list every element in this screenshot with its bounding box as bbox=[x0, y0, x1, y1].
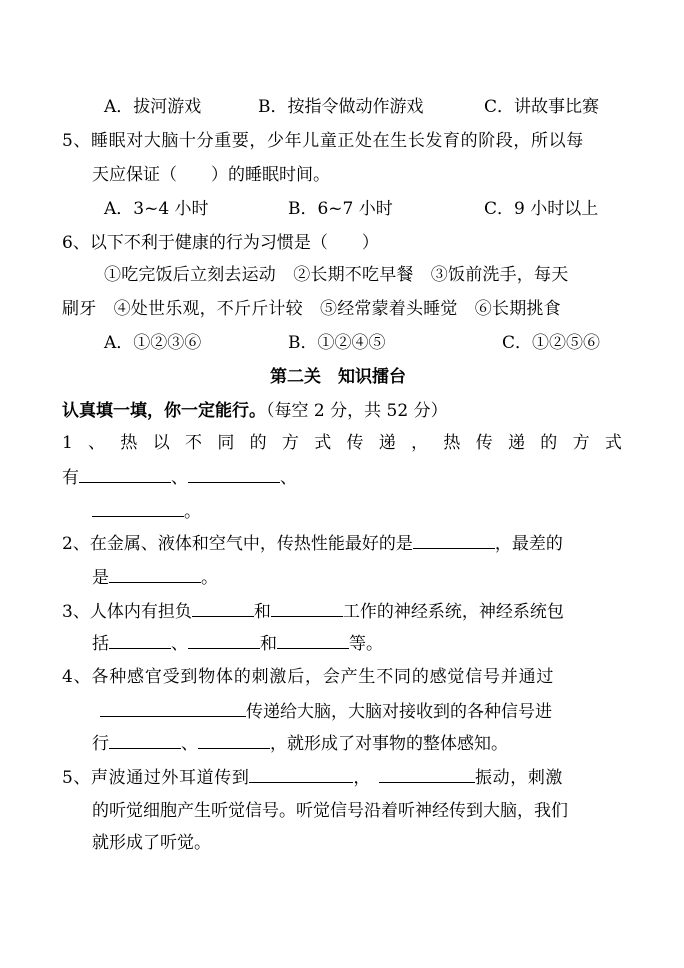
fill-q3-text: 和 bbox=[260, 634, 277, 654]
fill-q3-blank-1[interactable] bbox=[192, 600, 254, 617]
q5-option-c: C．9 小时以上 bbox=[484, 199, 599, 219]
q6-items-line2: 刷牙 ④处世乐观，不斤斤计较 ⑤经常蒙着头睡觉 ⑥长期挑食 bbox=[62, 299, 561, 319]
fill-q3-blank-3[interactable] bbox=[109, 632, 171, 649]
section-instruction bbox=[62, 400, 448, 422]
section-title: 第二关 知识擂台 bbox=[270, 367, 406, 387]
fill-q1-char: 热 bbox=[443, 433, 461, 453]
instruction-bold: 认真填一填，你一定能行。 bbox=[62, 401, 266, 421]
fill-q1-char: 传 bbox=[475, 433, 493, 453]
fill-q2-text: 2、在金属、液体和空气中，传热性能最好的是 bbox=[62, 534, 413, 554]
fill-q5-line1 bbox=[62, 766, 563, 789]
fill-q4-line2 bbox=[100, 700, 552, 723]
fill-q5-line2: 的听觉细胞产生听觉信号。听觉信号沿着听神经传到大脑，我们 bbox=[92, 801, 568, 821]
fill-q1-char: 递 bbox=[378, 433, 396, 453]
fill-q3-blank-4[interactable] bbox=[188, 632, 260, 649]
q5-option-b: B．6~7 小时 bbox=[288, 199, 393, 219]
fill-q1-char: 的 bbox=[249, 433, 267, 453]
fill-q1-char: 热 bbox=[120, 433, 138, 453]
fill-q5-text: ， bbox=[353, 768, 372, 788]
fill-q1-char: 式 bbox=[604, 433, 622, 453]
fill-q4-text: ，就形成了对事物的整体感知。 bbox=[270, 734, 508, 754]
fill-q1-char: 式 bbox=[314, 433, 332, 453]
fill-q5-blank-1[interactable] bbox=[249, 766, 353, 783]
fill-q5-line3: 就形成了听觉。 bbox=[92, 833, 211, 853]
fill-q1-blank-1[interactable] bbox=[79, 466, 171, 483]
fill-q3-text: 、 bbox=[171, 634, 188, 654]
fill-q3-text: 和 bbox=[253, 602, 271, 622]
fill-q1-line1 bbox=[62, 432, 622, 454]
q5-stem-line2: 天应保证（ ）的睡眠时间。 bbox=[92, 165, 330, 185]
q6-option-b: B．①②④⑤ bbox=[288, 333, 386, 353]
fill-q1-blank-3[interactable] bbox=[92, 500, 184, 517]
fill-q1-sep: 、 bbox=[280, 468, 297, 488]
fill-q1-char: 不 bbox=[185, 433, 203, 453]
fill-q3-text: 等。 bbox=[349, 634, 383, 654]
fill-q4-blank-3[interactable] bbox=[198, 732, 270, 749]
fill-q2-text-end: ，最差的 bbox=[494, 534, 563, 554]
fill-q4-blank-2[interactable] bbox=[109, 732, 181, 749]
fill-q5-text: 振动，刺激 bbox=[475, 768, 564, 788]
fill-q2-end: 。 bbox=[201, 568, 218, 588]
fill-q1-char: 1 bbox=[62, 433, 73, 453]
fill-q1-prefix: 有 bbox=[62, 468, 79, 488]
fill-q3-line1 bbox=[62, 600, 564, 623]
q5-option-a: A．3~4 小时 bbox=[104, 199, 209, 219]
q6-items-line1: ①吃完饭后立刻去运动 ②长期不吃早餐 ③饭前洗手，每天 bbox=[104, 265, 569, 285]
fill-q1-char: 的 bbox=[540, 433, 558, 453]
q4-option-c: C．讲故事比赛 bbox=[484, 97, 600, 117]
fill-q4-line3 bbox=[92, 732, 508, 755]
fill-q2-prefix: 是 bbox=[92, 568, 109, 588]
fill-q1-char: 方 bbox=[572, 433, 590, 453]
fill-q2-blank-2[interactable] bbox=[109, 566, 201, 583]
fill-q3-line2 bbox=[92, 632, 383, 655]
fill-q1-end: 。 bbox=[184, 502, 201, 522]
fill-q4-text: 传递给大脑，大脑对接收到的各种信号进 bbox=[246, 702, 552, 722]
fill-q1-char: 同 bbox=[217, 433, 235, 453]
q6-option-c: C．①②⑤⑥ bbox=[502, 333, 601, 353]
fill-q1-char: 递 bbox=[507, 433, 525, 453]
fill-q1-char: 方 bbox=[281, 433, 299, 453]
fill-q3-text: 3、人体内有担负 bbox=[62, 602, 192, 622]
fill-q3-text: 括 bbox=[92, 634, 109, 654]
fill-q1-char: 、 bbox=[88, 433, 106, 453]
fill-q1-char: ， bbox=[411, 433, 429, 453]
q5-stem-line1: 5、睡眠对大脑十分重要，少年儿童正处在生长发育的阶段，所以每 bbox=[62, 131, 584, 151]
fill-q1-char: 以 bbox=[152, 433, 170, 453]
fill-q2-line1 bbox=[62, 532, 563, 555]
fill-q4-line1: 4、各种感官受到物体的刺激后，会产生不同的感觉信号并通过 bbox=[62, 667, 555, 687]
fill-q4-text: 行 bbox=[92, 734, 109, 754]
fill-q4-blank-1[interactable] bbox=[100, 700, 246, 717]
fill-q1-blank-2[interactable] bbox=[188, 466, 280, 483]
fill-q1-line3 bbox=[92, 500, 201, 523]
fill-q5-text: 5、声波通过外耳道传到 bbox=[62, 768, 250, 788]
fill-q1-sep: 、 bbox=[171, 468, 188, 488]
q4-option-a: A．拔河游戏 bbox=[104, 97, 202, 117]
fill-q1-line2 bbox=[62, 466, 297, 489]
q6-option-a: A．①②③⑥ bbox=[104, 333, 202, 353]
instruction-note: （每空 2 分，共 52 分） bbox=[266, 401, 448, 421]
fill-q3-blank-5[interactable] bbox=[277, 632, 349, 649]
fill-q3-text: 工作的神经系统，神经系统包 bbox=[342, 602, 564, 622]
q6-stem: 6、以下不利于健康的行为习惯是（ ） bbox=[62, 233, 379, 253]
fill-q1-char: 传 bbox=[346, 433, 364, 453]
fill-q2-line2 bbox=[92, 566, 218, 589]
fill-q3-blank-2[interactable] bbox=[271, 600, 343, 617]
fill-q5-blank-2[interactable] bbox=[379, 766, 475, 783]
q4-option-b: B．按指令做动作游戏 bbox=[258, 97, 424, 117]
fill-q2-blank-1[interactable] bbox=[413, 532, 495, 549]
fill-q4-text: 、 bbox=[181, 734, 198, 754]
